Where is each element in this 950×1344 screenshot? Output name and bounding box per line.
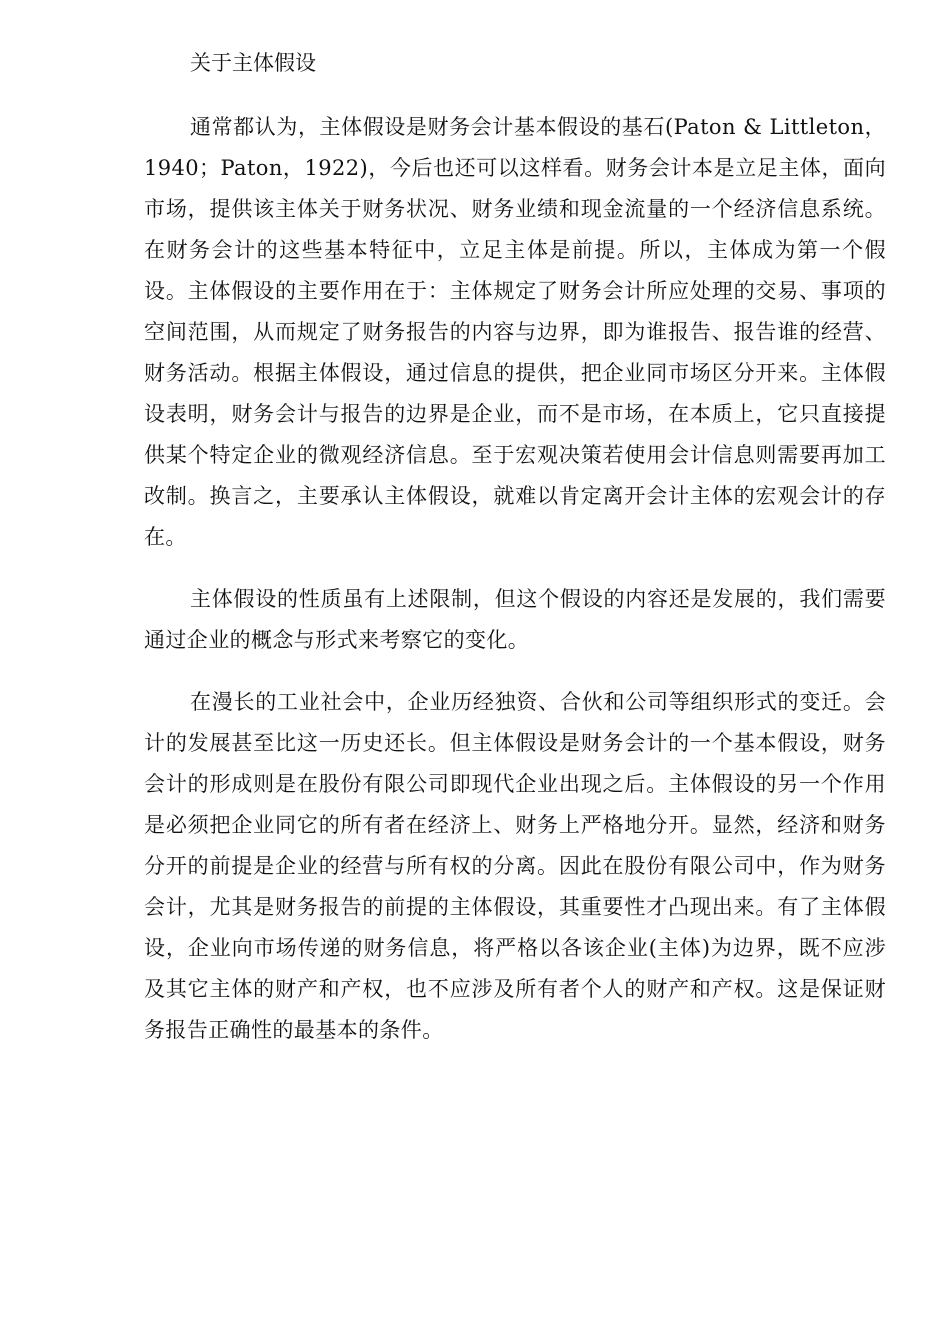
document-page (144, 44, 886, 1051)
paragraph-entity-assumption-basis: 通常都认为，主体假设是财务会计基本假设的基石(Paton & Littleton，1940；Paton，1922)，今后也还可以这样看。财务会计本是立足主体，面向市场，提供该主体关于财务状况、财务业绩和现金流量的一个经济信息系统。在财务会计的这些基本特征中，立足主体是前提。所以，主体成为第一个假设。主体假设的主要作用在于：主体规定了财务会计所应处理的交易、事项的空间范围，从而规定了财务报告的内容与边界，即为谁报告、报告谁的经营、财务活动。根据主体假设，通过信息的提供，把企业同市场区分开来。主体假设表明，财务会计与报告的边界是企业，而不是市场，在本质上，它只直接提供某个特定企业的微观经济信息。至于宏观决策若使用会计信息则需要再加工改制。换言之，主要承认主体假设，就难以肯定离开会计主体的宏观会计的存在。 (144, 115, 886, 549)
paragraph-enterprise-forms: 在漫长的工业社会中，企业历经独资、合伙和公司等组织形式的变迁。会计的发展甚至比这一历史还长。但主体假设是财务会计的一个基本假设，财务会计的形成则是在股份有限公司即现代企业出现之后。主体假设的另一个作用是必须把企业同它的所有者在经济上、财务上严格地分开。显然，经济和财务分开的前提是企业的经营与所有权的分离。因此在股份有限公司中，作为财务会计，尤其是财务报告的前提的主体假设，其重要性才凸现出来。有了主体假设，企业向市场传递的财务信息，将严格以各该企业(主体)为边界，既不应涉及其它主体的财产和产权，也不应涉及所有者个人的财产和产权。这是保证财务报告正确性的最基本的条件。 (144, 690, 886, 1042)
paragraph-assumption-development: 主体假设的性质虽有上述限制，但这个假设的内容还是发展的，我们需要通过企业的概念与形式来考察它的变化。 (144, 587, 886, 652)
document-title: 关于主体假设 (190, 51, 316, 75)
